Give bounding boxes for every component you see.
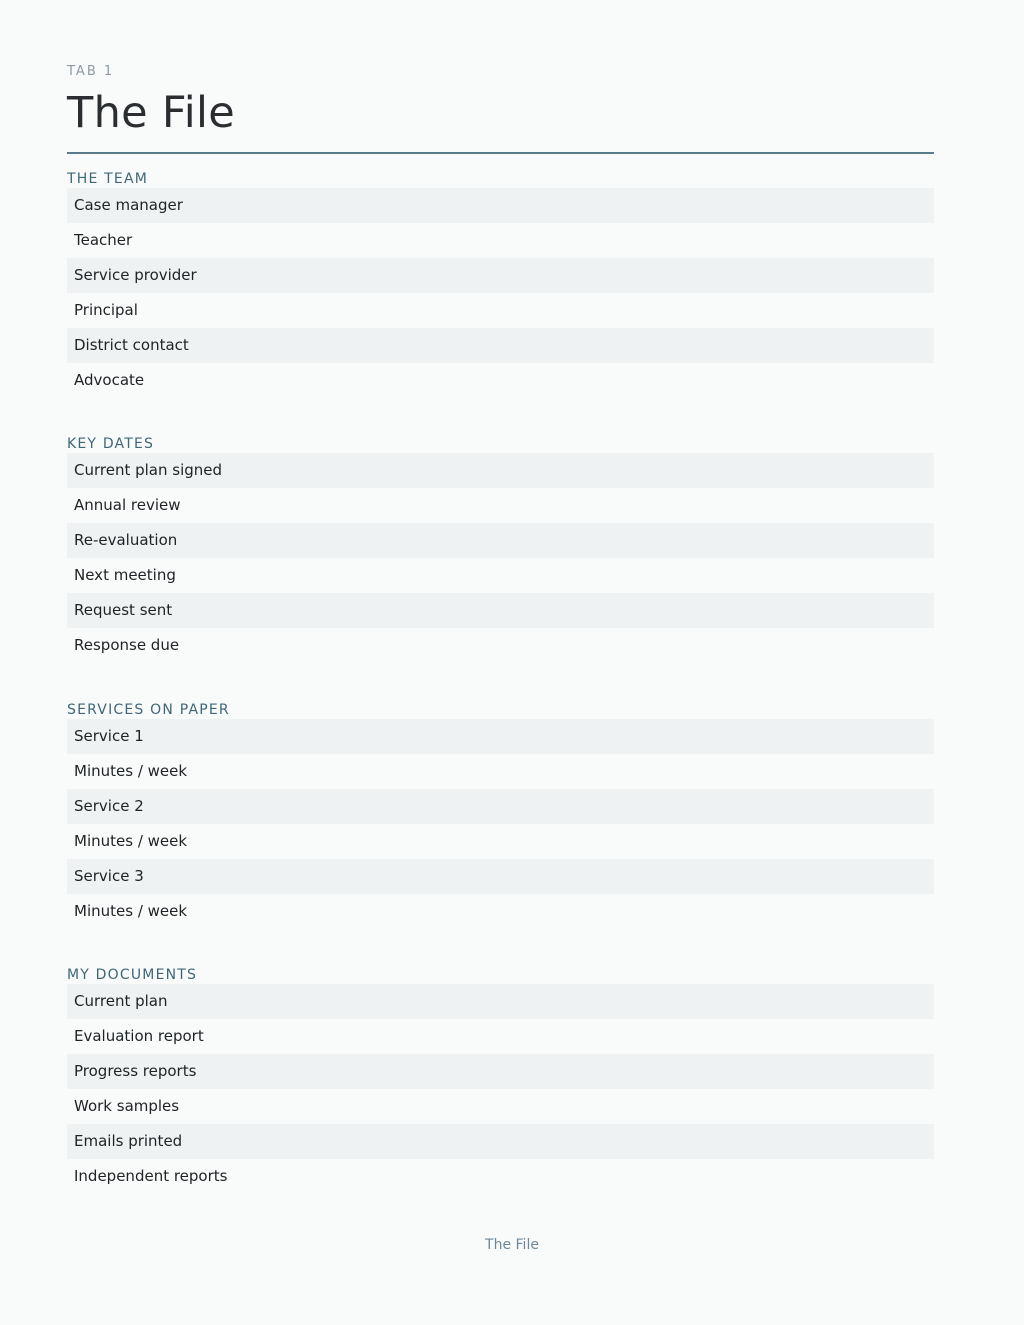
field-row: Request sent xyxy=(67,593,934,628)
field-row: Evaluation report xyxy=(74,1027,204,1045)
field-row: Progress reports xyxy=(67,1054,934,1089)
field-row: Independent reports xyxy=(74,1167,228,1185)
field-row: Current plan xyxy=(67,984,934,1019)
field-row: Response due xyxy=(74,636,180,654)
page-footer: The File xyxy=(485,1237,539,1253)
field-row: Work samples xyxy=(74,1097,180,1115)
field-row: Current plan signed xyxy=(67,453,934,488)
field-row: Next meeting xyxy=(74,566,176,584)
field-row: Advocate xyxy=(74,371,145,389)
section-heading: KEY DATES xyxy=(67,436,155,452)
field-row: Service provider xyxy=(67,258,934,293)
section-services-on-paper xyxy=(67,701,934,929)
field-row: Minutes / week xyxy=(74,762,188,780)
field-row: Service 3 xyxy=(67,859,934,894)
section-heading: MY DOCUMENTS xyxy=(67,967,198,983)
field-list xyxy=(67,453,934,663)
field-row: Service 1 xyxy=(67,719,934,754)
field-row: Re-evaluation xyxy=(67,523,934,558)
field-list xyxy=(67,984,934,1194)
field-row: District contact xyxy=(67,328,934,363)
field-row: Teacher xyxy=(74,231,133,249)
section-heading: SERVICES ON PAPER xyxy=(67,702,230,718)
field-row: Principal xyxy=(74,301,138,319)
field-row: Minutes / week xyxy=(74,902,188,920)
field-list xyxy=(67,188,934,398)
title-divider xyxy=(67,152,934,154)
section-key-dates xyxy=(67,435,934,663)
field-row: Minutes / week xyxy=(74,832,188,850)
section-my-documents xyxy=(67,966,934,1194)
tab-label: TAB 1 xyxy=(67,64,115,79)
field-row: Service 2 xyxy=(67,789,934,824)
field-list xyxy=(67,719,934,929)
field-row: Emails printed xyxy=(67,1124,934,1159)
section-heading: THE TEAM xyxy=(67,171,149,187)
page-title: The File xyxy=(67,88,235,138)
field-row: Annual review xyxy=(74,496,181,514)
section-the-team xyxy=(67,170,934,398)
field-row: Case manager xyxy=(67,188,934,223)
